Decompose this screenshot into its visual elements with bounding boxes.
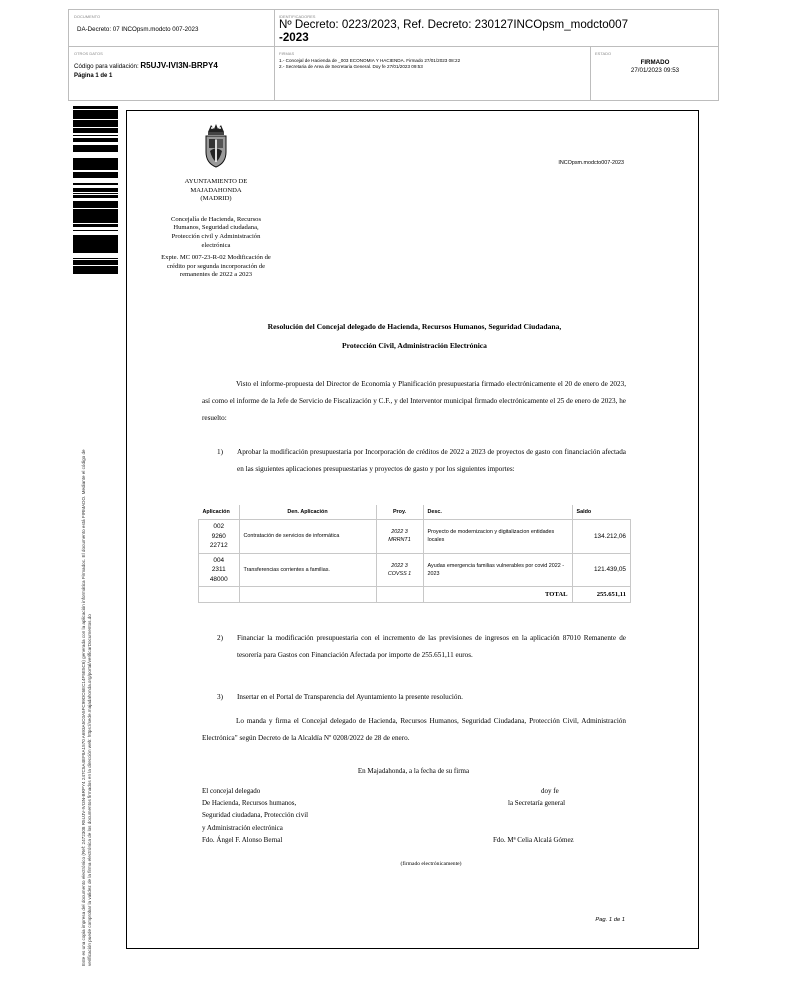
table-cell-desc: Ayudas emergencia familias vulnerables por covid 2022 - 2023 [423,553,572,587]
resolution-title-line-2: Protección Civil, Administración Electrónica [342,341,487,350]
status-badge: FIRMADO [640,59,670,66]
table-cell-empty [239,587,376,603]
signature-2: 2.- Secretaria de Area de Secretaria General. Doy fe 27/01/2023 09:53 [279,64,423,69]
table-cell-empty [376,587,423,603]
table-row [199,520,631,554]
department-line: electrónica [201,241,231,249]
signatory-left-line: Fdo. Ángel F. Alonso Bernal [202,835,283,844]
item-text: Insertar en el Portal de Transparencia del Ayuntamiento la presente resolución. [237,693,463,701]
documento-label: DOCUMENTO [74,14,101,19]
signature-1: 1.- Concejal de Hacienda de _003 ECONOMIA Y HACIENDA. Firmado 27/01/2023 08:22 [279,58,461,63]
signatory-left-line: De Hacienda, Recursos humanos, [202,799,297,808]
table-total-row [199,587,631,603]
table-cell-empty [199,587,240,603]
resolution-item-2 [217,630,626,664]
identificadores-label: IDENTIFICADORES [279,14,316,19]
table-cell-aplicacion [199,520,240,554]
signatory-right-title: la Secretaría general [508,799,566,807]
estado-cell [591,47,719,101]
status-date: 27/01/2023 09:53 [630,67,680,74]
aplicacion-part: 002 [213,523,225,530]
place-date-line: En Majadahonda, a la fecha de su firma [357,767,470,775]
resolution-item-1 [217,444,626,478]
table-cell-proyecto [376,553,423,587]
table-cell-saldo: 134.212,06 [572,520,631,554]
page-number: Pag. 1 de 1 [595,917,625,923]
department-line: Protección civil y Administración [171,232,261,240]
table-row [199,553,631,587]
table-header-row [199,505,631,520]
institution-line: AYUNTAMIENTO DE [184,178,248,185]
proyecto-part: MRRNT1 [388,537,411,544]
decree-number-line-2: -2023 [279,31,309,44]
page-count: Página 1 de 1 [74,73,113,79]
column-header: Desc. [423,505,572,520]
document-ref-code: INCOpsm.modcto007-2023 [558,160,624,166]
validation-code-label: Código para validación: [74,63,139,70]
table-cell-denominacion: Transferencias corrientes a familias. [239,553,376,587]
total-label: TOTAL [423,587,572,603]
signatory-left-line: El concejal delegado [202,787,261,795]
item-text: Aprobar la modificación presupuestaria por Incorporación de créditos de 2022 a 2023 de proyectos de gasto con financiación afectada en las siguientes aplicaciones presupuestarias y proyectos de gasto y por los siguientes importes: [237,448,626,474]
closing-paragraph: Lo manda y firma el Concejal delegado de Hacienda, Recursos Humanos, Seguridad Ciudadana, Protección Civil, Administración Electrónica" según Decreto de la Alcaldía Nº 0208/2022 de 28 de enero. [202,717,626,743]
aplicacion-part: 22712 [209,542,228,549]
firmas-cell [275,47,591,101]
firmas-label: FIRMAS [279,51,295,56]
budget-table [198,505,631,603]
aplicacion-part: 004 [213,556,225,564]
table-cell-proyecto [376,520,423,554]
resolution-title-line-1: Resolución del Concejal delegado de Hacienda, Recursos Humanos, Seguridad Ciudadana, [267,322,562,331]
proyecto-part: COVSS 1 [387,570,412,577]
side-text-line-1: Este es una copia impresa del documento electrónico (Ref: 2472308 R5UJV-IVI3N-BRPY4 247C5A4EF8A1570 A693A5C0A5FC99DC6EC14F5E5C6) generada con la aplicación informática Firmadoc. El documento está FIRMADO. Mediante el código de [81,449,86,966]
institution-line: (MADRID) [200,195,232,203]
documento-value: DA-Decreto: 07 INCOpsm.modcto 007-2023 [77,26,199,33]
expediente-line: Expte. MC 007-23-R-02 Modificación de [161,254,271,262]
table-cell-denominacion: Contratación de servicios de informática [239,520,376,554]
expediente-line: crédito por segunda incorporación de [166,262,266,270]
otros-datos-label: OTROS DATOS [74,51,103,56]
signatory-left-line: Seguridad ciudadana, Protección civil [202,811,309,820]
item-number: 1) [217,448,223,456]
department-line: Humanos, Seguridad ciudadana, [173,224,259,232]
signatory-left [202,785,308,846]
table-cell-desc: Proyecto de modernizacion y digitalizacion entidades locales [423,520,572,554]
table-cell-saldo: 121.439,05 [572,553,631,587]
document-page [126,110,699,949]
item-number: 3) [217,693,223,701]
item-text: Financiar la modificación presupuestaria con el incremento de las previsiones de ingresos en la aplicación 87010 Remanente de tesorería para Gastos con Financiación Afectada por importe de 255.651,11 euros. [237,634,626,660]
table-cell-aplicacion [199,553,240,587]
aplicacion-part: 2311 [211,566,226,573]
intro-paragraph: Visto el informe-propuesta del Director de Economía y Planificación presupuestaria firmado electrónicamente el 20 de enero de 2023, así como el informe de la Jefe de Servicio de Fiscalización y C.F., y del Interventor municipal firmado electrónicamente el 25 de enero de 2023, he resuelto: [202,380,626,423]
aplicacion-part: 48000 [209,575,228,583]
document-header [68,9,719,101]
column-header: Aplicación [199,505,240,520]
column-header: Saldo [572,505,631,520]
signatory-right-name: Fdo. Mª Celia Alcalá Gómez [493,836,574,844]
expediente-line: remanentes de 2022 a 2023 [179,271,253,279]
otros-datos-cell [69,47,275,101]
electronic-signature-note: (firmado electrónicamente) [400,861,462,867]
identificadores-cell [275,10,719,47]
proyecto-part: 2022 3 [391,562,408,569]
signatory-left-line: y Administración electrónica [202,823,283,832]
barcode [73,106,118,274]
decree-number-line: Nº Decreto: 0223/2023, Ref. Decreto: 230127INCOpsm_modcto007 [279,18,629,31]
aplicacion-part: 9260 [211,532,226,540]
column-header: Den. Aplicación [239,505,376,520]
proyecto-part: 2022 3 [391,529,408,536]
resolution-item-3 [217,689,626,706]
resolution-title [201,317,628,355]
institution-block [157,178,275,280]
estado-label: ESTADO [595,51,612,56]
validation-code [74,61,218,70]
department-line: Concejalía de Hacienda, Recursos [170,215,262,223]
documento-cell [69,10,275,47]
item-number: 2) [217,634,223,642]
coat-of-arms-icon [203,123,229,169]
validation-code-value: R5UJV-IVI3N-BRPY4 [140,61,218,70]
institution-line: MAJADAHONDA [190,186,242,194]
signatory-right-doy-fe: doy fe [541,787,559,795]
column-header: Proy. [376,505,423,520]
side-text-line-2: verificación puede comprobar la validez de la firma electrónica de los documentos firmados en la dirección web: https://sede.majadahonda.org/portal/verificarDocumentos.do [87,614,92,966]
total-value: 255.651,11 [572,587,631,603]
verification-side-text [81,306,93,966]
